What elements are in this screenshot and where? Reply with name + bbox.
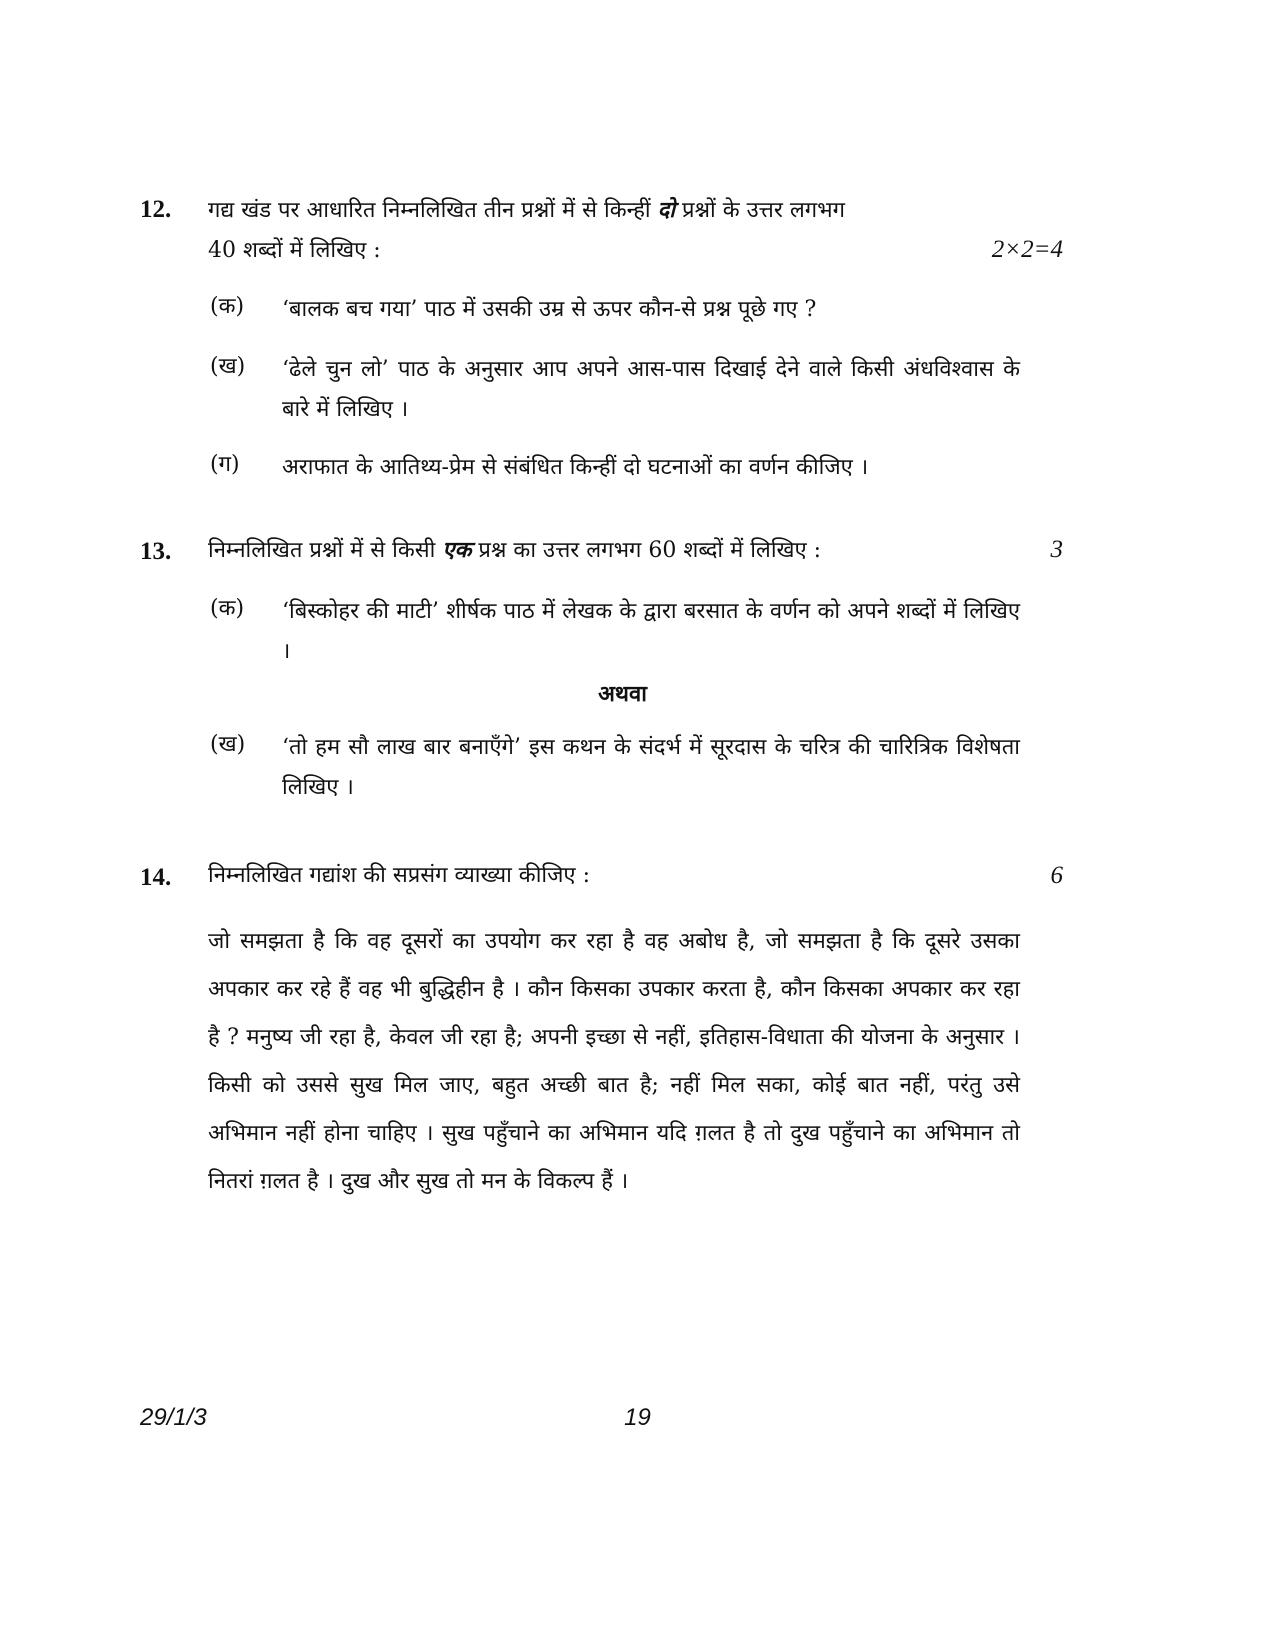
question-number: 12. [140,196,172,223]
question-text-part: निम्नलिखित प्रश्नों में से किसी [208,538,443,563]
question-number: 14. [140,864,172,891]
question-marks: 3 [1050,536,1063,563]
question-line-1 [208,190,1070,231]
emphasis-word: एक [442,537,472,563]
sub-question-text: ‘तो हम सौ लाख बार बनाएँगे’ इस कथन के संदर्भ में सूरदास के चरित्र की चारित्रिक विशेषता लिखिए । [282,735,1020,800]
sub-question-text: ‘ढेले चुन लो’ पाठ के अनुसार आप अपने आस-पास दिखाई देने वाले किसी अंधविश्वास के बारे में लिखिए । [282,357,1020,422]
sub-question-text: ‘बिस्कोहर की माटी’ शीर्षक पाठ में लेखक के द्वारा बरसात के वर्णन को अपने शब्दों में लिखिए । [282,599,1020,664]
sub-question-label: (ग) [210,452,240,477]
question-line-2: 40 शब्दों में लिखिए : [208,238,381,263]
question-text [208,190,1068,271]
page-number: 19 [624,1404,651,1431]
sub-question-text: अराफात के आतिथ्य-प्रेम से संबंधित किन्हीं दो घटनाओं का वर्णन कीजिए । [282,455,869,480]
question-marks: 6 [1050,862,1063,889]
question-number: 13. [140,538,172,565]
question-text: निम्नलिखित गद्यांश की सप्रसंग व्याख्या कीजिए : [208,863,590,888]
sub-question-label: (ख) [210,354,246,379]
question-marks: 2×2=4 [991,236,1063,263]
question-text [208,530,1028,571]
emphasis-word: दो [657,197,675,223]
sub-question-text: ‘बालक बच गया’ पाठ में उसकी उम्र से ऊपर कौन-से प्रश्न पूछे गए ? [282,297,817,322]
question-text-part: प्रश्नों के उत्तर लगभग [674,198,846,223]
paper-code: 29/1/3 [140,1404,207,1431]
sub-question-label: (क) [210,294,245,319]
question-text-part: प्रश्न का उत्तर लगभग 60 शब्दों में लिखिए : [471,538,822,563]
question-text-part: गद्य खंड पर आधारित निम्नलिखित तीन प्रश्नों में से किन्हीं [208,198,658,223]
or-divider [0,678,1275,708]
sub-question-label: (क) [210,596,245,621]
sub-question-label: (ख) [210,732,246,757]
or-label: अथवा [598,681,647,707]
prose-passage: जो समझता है कि वह दूसरों का उपयोग कर रहा है वह अबोध है, जो समझता है कि दूसरे उसका अपकार कर रहे हैं वह भी बुद्धिहीन है । कौन किसका उपकार करता है, कौन किसका अपकार कर रहा है ? मनुष्य जी रहा है, केवल जी रहा है; अपनी इच्छा से नहीं, इतिहास-विधाता की योजना के अनुसार । किसी को उससे सुख मिल जाए, बहुत अच्छी बात है; नहीं मिल सका, कोई बात नहीं, परंतु उसे अभिमान नहीं होना चाहिए । सुख पहुँचाने का अभिमान यदि ग़लत है तो दुख पहुँचाने का अभिमान तो नितरां ग़लत है । दुख और सुख तो मन के विकल्प हैं । [208,929,1020,1194]
